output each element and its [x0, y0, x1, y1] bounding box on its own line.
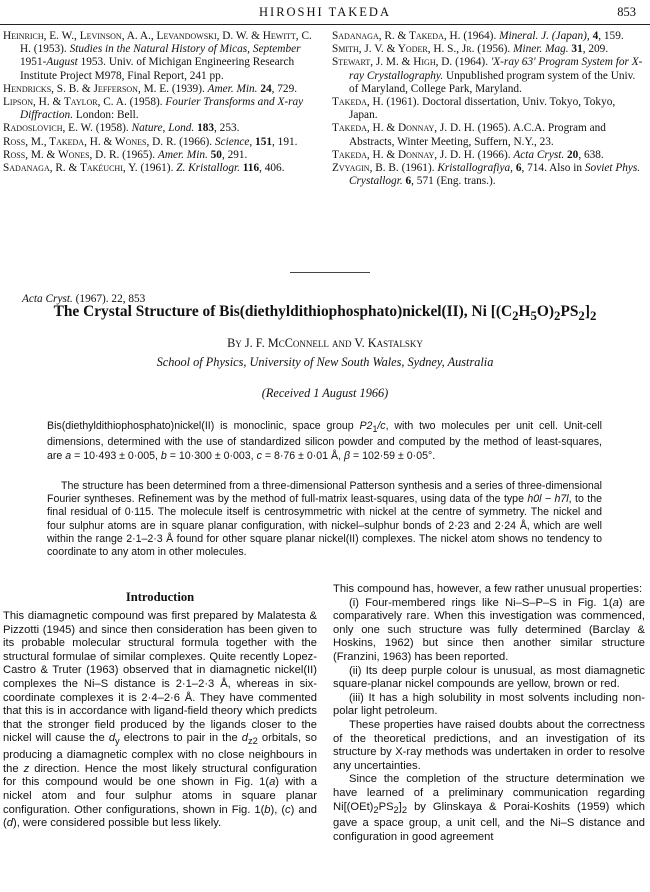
running-header — [0, 0, 650, 26]
abstract-paragraph: Bis(diethyldithiophosphato)nickel(II) is monoclinic, space group $P2_1/c$, with two molecules per unit cell. Unit-cell dimensions, determined with the use of standardized silicon powder and computed by the method of least-squares, are a = 10·493 ± 0·005, b = 10·300 ± 0·003, c = 8·76 ± 0·01 Å, β = 102·59 ± 0·05°. — [47, 420, 602, 462]
body-right-column — [333, 583, 645, 845]
reference-item: Stewart, J. M. & High, D. (1964). 'X-ray 63' Program System for X-ray Crystallography. Unpublished program system of the Univ. of Maryland, College Park, Maryland. — [332, 56, 643, 95]
body-left-column — [3, 610, 317, 831]
references-right-column — [332, 30, 644, 188]
body-paragraph: This compound has, however, a few rather unusual properties: — [333, 583, 643, 595]
running-title: HIROSHI TAKEDA — [259, 5, 391, 19]
reference-item: Takeda, H. & Donnay, J. D. H. (1965). A.C.A. Program and Abstracts, Winter Meeting, Suffern, N.Y., 23. — [332, 122, 606, 148]
reference-item: Takeda, H. (1961). Doctoral dissertation, Univ. Tokyo, Tokyo, Japan. — [332, 96, 616, 122]
article-authors: By J. F. McConnell and V. Kastalsky — [227, 336, 423, 350]
reference-item: Radoslovich, E. W. (1958). Nature, Lond. 183, 253. — [3, 122, 240, 135]
references-left-column — [3, 30, 321, 175]
page-number: 853 — [617, 5, 636, 19]
body-paragraph: This diamagnetic compound was first prepared by Malatesta & Pizzotti (1945) and since then consideration has been given to its probable molecular structural formula together with the structural formulae of similar complexes. Quite recently Lopez-Castro & Truter (1963) observed that in diamagnetic nickel(II) complexes the Ni–S distance is 2·1–2·3 Å, whereas in six-coordinate complexes it is 2·4–2·6 Å. They have commented that this is in accordance with ligand-field theory which predicts that the stronger field produced by the ligands closer to the nickel will cause the $d_y$ electrons to pair in the $d_{z2}$ orbitals, so producing a diamagnetic complex with no close neighbours in the z direction. Hence the most likely structural configuration for this compound would be one shown in Fig. 1(a) with a nickel atom and four sulphur atoms in square planar configuration. Other configurations, shown in Fig. 1(b), (c) and (d), were considered possible but less likely. — [3, 610, 317, 830]
reference-item: Sadanaga, R. & Takeda, H. (1964). Mineral. J. (Japan), 4, 159. — [332, 30, 624, 42]
reference-item: Zvyagin, B. B. (1961). Kristallografiya, 6, 714. Also in Soviet Phys. Crystallogr. 6, 571 (Eng. trans.). — [332, 162, 641, 188]
abstract-paragraph: The structure has been determined from a three-dimensional Patterson synthesis and a series of three-dimensional Fourier syntheses. Refinement was by the method of full-matrix least-squares, using data of the type h0l − h7l, to the final residual of 0·115. The molecule itself is centrosymmetric with nickel at the centre of symmetry. The nickel and four sulphur atoms are in square planar configuration, with nickel–sulphur bonds of 2·23 and 2·24 Å, which are well within the range 2·1–2·3 Å found for other square planar nickel(II) complexes. The nickel atom shows no tendency to coordinate to any atom in other molecules. — [47, 480, 602, 559]
reference-item: Smith, J. V. & Yoder, H. S., Jr. (1956). Miner. Mag. 31, 209. — [332, 43, 609, 56]
section-heading: Introduction — [125, 590, 195, 604]
body-paragraph: These properties have raised doubts about the correctness of the theoretical predictions, and an investigation of its structure by X-ray methods was undertaken in order to resolve any uncertainties. — [333, 718, 645, 772]
reference-item: Takeda, H. & Donnay, J. D. H. (1966). Acta Cryst. 20, 638. — [332, 148, 604, 161]
reference-item: Sadanaga, R. & Takéuchi, Y. (1961). Z. Kristallogr. 116, 406. — [3, 162, 285, 175]
header-rule — [0, 24, 650, 25]
body-paragraph: (i) Four-membered rings like Ni–S–P–S in Fig. 1(a) are comparatively rare. When this investigation was commenced, only one such structure was fully determined (Barclay & Hoskins, 1962) but since then another similar structure (Franzini, 1963) has been reported. — [333, 596, 645, 663]
received-date: (Received 1 August 1966) — [261, 386, 389, 400]
section-divider — [290, 272, 370, 273]
reference-item: Hendricks, S. B. & Jefferson, M. E. (1939). Amer. Min. 24, 729. — [3, 82, 298, 95]
reference-item: Ross, M., Takeda, H. & Wones, D. R. (1966). Science, 151, 191. — [3, 135, 298, 148]
journal-citation: Acta Cryst. (1967). 22, 853 — [22, 293, 146, 305]
reference-item: Ross, M. & Wones, D. R. (1965). Amer. Min. 50, 291. — [3, 148, 248, 161]
article-affiliation: School of Physics, University of New South Wales, Sydney, Australia — [156, 355, 494, 369]
reference-item: Heinrich, E. W., Levinson, A. A., Levandowski, D. W. & Hewitt, C. H. (1953). Studies in the Natural History of Micas, September 1951-August 1953. Univ. of Michigan Engineering Research Institute Project M978, Final Report, 241 pp. — [3, 30, 312, 82]
reference-item: Lipson, H. & Taylor, C. A. (1958). Fourier Transforms and X-ray Diffraction. London: Bell. — [3, 96, 304, 122]
body-paragraph: (iii) It has a high solubility in most solvents including non-polar light petroleum. — [333, 691, 645, 718]
body-paragraph: Since the completion of the structure determination we have learned of a preliminary communication regarding $Ni[(OEt)_2PS_2]_2$ by Glinskaya & Porai-Koshits (1959) which gave a space group, a unit cell, and the Ni–S distance and configuration in good agreement — [333, 773, 645, 843]
article-title: The Crystal Structure of Bis(diethyldithiophosphato)nickel(II), Ni $[(C_2H_5O)_2PS_2]_2$ — [53, 303, 597, 324]
body-paragraph: (ii) Its deep purple colour is unusual, as most diamagnetic square-planar nickel compounds are yellow, brown or red. — [333, 664, 645, 691]
